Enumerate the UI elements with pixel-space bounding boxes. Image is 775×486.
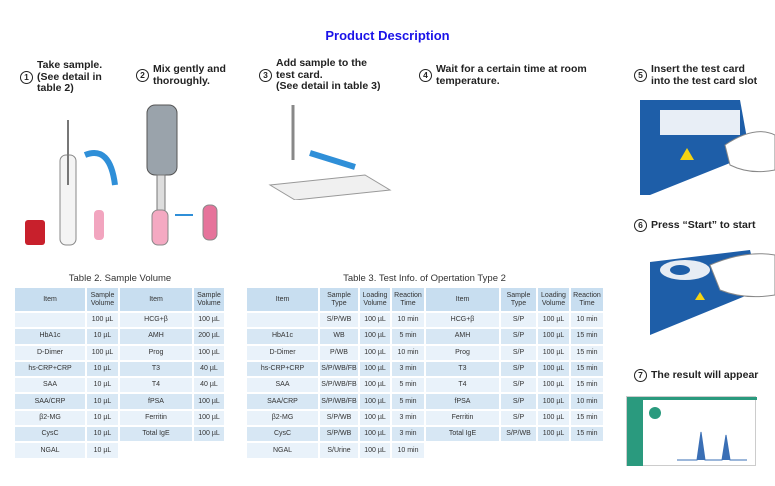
table-cell: HCG+β bbox=[426, 313, 499, 327]
step-2 bbox=[136, 64, 226, 87]
step-text bbox=[436, 64, 587, 87]
left-block bbox=[15, 288, 118, 458]
table-row bbox=[120, 329, 224, 343]
table-cell: 3 min bbox=[392, 411, 424, 425]
sample-tube-illustration bbox=[20, 115, 130, 250]
step-number-icon: 4 bbox=[419, 69, 432, 82]
step-text-line: temperature. bbox=[436, 74, 500, 87]
press-start-illustration bbox=[650, 250, 775, 335]
table-row bbox=[15, 329, 118, 343]
table-cell: 100 µL bbox=[538, 378, 569, 392]
table-cell: 100 µL bbox=[360, 427, 390, 441]
table-row bbox=[247, 329, 424, 343]
table-cell: SAA/CRP bbox=[15, 394, 85, 408]
step-1 bbox=[20, 60, 102, 95]
table-cell: 100 µL bbox=[360, 346, 390, 360]
table-cell: 100 µL bbox=[360, 329, 390, 343]
table-cell: HbA1c bbox=[15, 329, 85, 343]
step-text-line: into the test card slot bbox=[651, 74, 758, 87]
header-row bbox=[426, 288, 603, 311]
result-screen-illustration bbox=[626, 396, 756, 466]
table-cell: S/P/WB/FB bbox=[320, 394, 358, 408]
table-cell: 100 µL bbox=[360, 313, 390, 327]
table-cell: HCG+β bbox=[120, 313, 192, 327]
table-cell: fPSA bbox=[120, 394, 192, 408]
table-row bbox=[120, 427, 224, 441]
table-cell: 3 min bbox=[392, 427, 424, 441]
table-row bbox=[15, 378, 118, 392]
table-cell bbox=[247, 313, 318, 327]
step-number-icon: 6 bbox=[634, 219, 647, 232]
step-text-line: Mix gently and bbox=[153, 63, 226, 75]
table-row bbox=[247, 346, 424, 360]
table-cell: 200 µL bbox=[194, 329, 224, 343]
page-title: Product Description bbox=[325, 28, 450, 43]
table-cell: 100 µL bbox=[538, 427, 569, 441]
step-text bbox=[651, 220, 755, 232]
table-row bbox=[15, 427, 118, 441]
table-cell: 100 µL bbox=[194, 427, 224, 441]
table-cell: 100 µL bbox=[360, 411, 390, 425]
table-cell: T4 bbox=[120, 378, 192, 392]
sample-volume-table bbox=[15, 288, 224, 458]
table-row bbox=[426, 411, 603, 425]
mix-pipette-illustration bbox=[135, 90, 245, 250]
step-3 bbox=[259, 58, 380, 93]
table-row bbox=[426, 313, 603, 327]
table-row bbox=[247, 313, 424, 327]
table-cell: 100 µL bbox=[538, 362, 569, 376]
table-cell: β2-MG bbox=[247, 411, 318, 425]
table-row bbox=[247, 427, 424, 441]
table-cell: 40 µL bbox=[194, 378, 224, 392]
table-row bbox=[426, 378, 603, 392]
step-number-icon: 1 bbox=[20, 71, 33, 84]
table-cell: S/P/WB bbox=[501, 427, 536, 441]
column-header: Loading Volume bbox=[360, 288, 390, 311]
step-number-icon: 3 bbox=[259, 69, 272, 82]
table-cell: 100 µL bbox=[538, 346, 569, 360]
table-cell: 100 µL bbox=[87, 346, 118, 360]
header-row bbox=[120, 288, 224, 311]
table3-caption: Table 3. Test Info. of Opertation Type 2 bbox=[343, 273, 506, 284]
table-cell: 3 min bbox=[392, 362, 424, 376]
table-row bbox=[15, 346, 118, 360]
table-cell: 15 min bbox=[571, 378, 603, 392]
step-number-icon: 2 bbox=[136, 69, 149, 82]
table-row bbox=[426, 427, 603, 441]
table-cell: S/P/WB bbox=[320, 313, 358, 327]
table-cell: 100 µL bbox=[538, 411, 569, 425]
table-cell: SAA/CRP bbox=[247, 394, 318, 408]
table-cell: 10 µL bbox=[87, 394, 118, 408]
table-cell: AMH bbox=[120, 329, 192, 343]
table-row bbox=[120, 394, 224, 408]
table-cell: T3 bbox=[120, 362, 192, 376]
table-cell: NGAL bbox=[15, 443, 85, 457]
table-cell: 10 min bbox=[392, 346, 424, 360]
step-4 bbox=[419, 64, 587, 87]
step-text-line: thoroughly. bbox=[153, 74, 210, 87]
step-text-line: table 2) bbox=[37, 82, 74, 94]
table-cell: 100 µL bbox=[194, 411, 224, 425]
table-cell: 15 min bbox=[571, 346, 603, 360]
step-text-line: test card. bbox=[276, 68, 323, 81]
table-cell: S/P/WB bbox=[320, 411, 358, 425]
table-cell: Total IgE bbox=[426, 427, 499, 441]
table-cell: 40 µL bbox=[194, 362, 224, 376]
table-cell: 10 min bbox=[571, 394, 603, 408]
table-row bbox=[426, 346, 603, 360]
table-cell: S/Urine bbox=[320, 443, 358, 457]
column-header: Sample Type bbox=[501, 288, 536, 311]
table-cell: Ferritin bbox=[426, 411, 499, 425]
table-row bbox=[426, 362, 603, 376]
column-header: Sample Volume bbox=[194, 288, 224, 311]
column-header: Sample Type bbox=[320, 288, 358, 311]
table-cell: S/P bbox=[501, 329, 536, 343]
table-cell: Prog bbox=[120, 346, 192, 360]
table-cell: 100 µL bbox=[194, 394, 224, 408]
table-cell: S/P bbox=[501, 378, 536, 392]
table-cell: 100 µL bbox=[194, 346, 224, 360]
right-block bbox=[426, 288, 603, 458]
step-text bbox=[651, 64, 757, 87]
table-cell: P/WB bbox=[320, 346, 358, 360]
table-cell: S/P bbox=[501, 411, 536, 425]
step-text-line: Wait for a certain time at room bbox=[436, 63, 587, 75]
table-cell: S/P/WB bbox=[320, 427, 358, 441]
table-cell: D-Dimer bbox=[247, 346, 318, 360]
step-text bbox=[276, 58, 380, 93]
table-cell: 10 min bbox=[392, 313, 424, 327]
table-cell: CysC bbox=[15, 427, 85, 441]
table-row bbox=[247, 378, 424, 392]
table-cell: AMH bbox=[426, 329, 499, 343]
header-row bbox=[247, 288, 424, 311]
table-cell: 100 µL bbox=[360, 443, 390, 457]
step-text-line: Press “Start” to start bbox=[651, 218, 756, 231]
table-cell: fPSA bbox=[426, 394, 499, 408]
step-6 bbox=[634, 219, 755, 232]
column-header: Loading Volume bbox=[538, 288, 569, 311]
table-cell: 15 min bbox=[571, 411, 603, 425]
table-cell: NGAL bbox=[247, 443, 318, 457]
column-header: Reaction Time bbox=[571, 288, 603, 311]
table-cell: 100 µL bbox=[538, 394, 569, 408]
step-text bbox=[651, 370, 758, 382]
table-row bbox=[120, 362, 224, 376]
table-row bbox=[247, 411, 424, 425]
table-row bbox=[15, 411, 118, 425]
table-cell: 10 µL bbox=[87, 362, 118, 376]
table-row bbox=[120, 346, 224, 360]
header-row bbox=[15, 288, 118, 311]
test-info-table bbox=[247, 288, 603, 458]
column-header: Sample Volume bbox=[87, 288, 118, 311]
step-text-line: (See detail in table 3) bbox=[276, 80, 381, 92]
table-cell: 100 µL bbox=[87, 313, 118, 327]
table-cell: 15 min bbox=[571, 427, 603, 441]
table-row bbox=[120, 313, 224, 327]
table-cell: 10 µL bbox=[87, 411, 118, 425]
table-cell: S/P/WB/FB bbox=[320, 362, 358, 376]
table-cell: 15 min bbox=[571, 329, 603, 343]
table-cell: 100 µL bbox=[538, 329, 569, 343]
table-cell: CysC bbox=[247, 427, 318, 441]
column-header: Reaction Time bbox=[392, 288, 424, 311]
table-cell: hs-CRP+CRP bbox=[247, 362, 318, 376]
table-row bbox=[247, 362, 424, 376]
table-cell: S/P/WB/FB bbox=[320, 378, 358, 392]
table-cell: D-Dimer bbox=[15, 346, 85, 360]
table-cell: Prog bbox=[426, 346, 499, 360]
step-text-line: The result will appear bbox=[651, 368, 759, 381]
table-cell: 5 min bbox=[392, 329, 424, 343]
table-cell: Ferritin bbox=[120, 411, 192, 425]
insert-card-illustration bbox=[640, 95, 775, 200]
step-number-icon: 5 bbox=[634, 69, 647, 82]
table-cell: S/P bbox=[501, 362, 536, 376]
table-row bbox=[15, 362, 118, 376]
left-block bbox=[247, 288, 424, 458]
table-cell: S/P bbox=[501, 346, 536, 360]
table-cell: 100 µL bbox=[360, 362, 390, 376]
table-cell: 10 µL bbox=[87, 427, 118, 441]
right-block bbox=[120, 288, 224, 458]
step-text-line: Add sample to the bbox=[276, 57, 368, 69]
table-cell: HbA1c bbox=[247, 329, 318, 343]
table-cell bbox=[15, 313, 85, 327]
table-row bbox=[120, 411, 224, 425]
table-row bbox=[120, 378, 224, 392]
step-text bbox=[37, 60, 102, 95]
column-header: Item bbox=[247, 288, 318, 311]
table-cell: S/P bbox=[501, 394, 536, 408]
table-cell: hs-CRP+CRP bbox=[15, 362, 85, 376]
table-cell: T4 bbox=[426, 378, 499, 392]
table-cell: T3 bbox=[426, 362, 499, 376]
column-header: Item bbox=[15, 288, 85, 311]
table2-caption: Table 2. Sample Volume bbox=[68, 273, 172, 284]
table-cell: S/P bbox=[501, 313, 536, 327]
table-cell: Total IgE bbox=[120, 427, 192, 441]
table-cell: 10 min bbox=[571, 313, 603, 327]
table-cell: β2-MG bbox=[15, 411, 85, 425]
table-cell: 15 min bbox=[571, 362, 603, 376]
table-row bbox=[426, 329, 603, 343]
table-cell: 100 µL bbox=[538, 313, 569, 327]
column-header: Item bbox=[120, 288, 192, 311]
table-cell: 10 µL bbox=[87, 329, 118, 343]
table-cell: 5 min bbox=[392, 394, 424, 408]
table-row bbox=[426, 394, 603, 408]
step-text-line: (See detail in bbox=[37, 70, 102, 83]
table-cell: 100 µL bbox=[194, 313, 224, 327]
table-cell: 100 µL bbox=[360, 394, 390, 408]
step-text bbox=[153, 64, 226, 87]
test-card-illustration bbox=[265, 105, 395, 200]
table-cell: 10 µL bbox=[87, 378, 118, 392]
table-row bbox=[247, 394, 424, 408]
table-cell: 100 µL bbox=[360, 378, 390, 392]
step-5 bbox=[634, 64, 757, 87]
step-number-icon: 7 bbox=[634, 369, 647, 382]
step-text-line: Take sample. bbox=[37, 59, 103, 71]
table-row bbox=[15, 313, 118, 327]
table-cell: SAA bbox=[15, 378, 85, 392]
table-cell: WB bbox=[320, 329, 358, 343]
table-cell: 10 min bbox=[392, 443, 424, 457]
table-cell: 5 min bbox=[392, 378, 424, 392]
step-text-line: Insert the test card bbox=[651, 63, 745, 75]
table-row bbox=[15, 443, 118, 457]
table-row bbox=[15, 394, 118, 408]
column-header: Item bbox=[426, 288, 499, 311]
step-7 bbox=[634, 369, 758, 382]
table-row bbox=[247, 443, 424, 457]
table-cell: 10 µL bbox=[87, 443, 118, 457]
table-cell: SAA bbox=[247, 378, 318, 392]
